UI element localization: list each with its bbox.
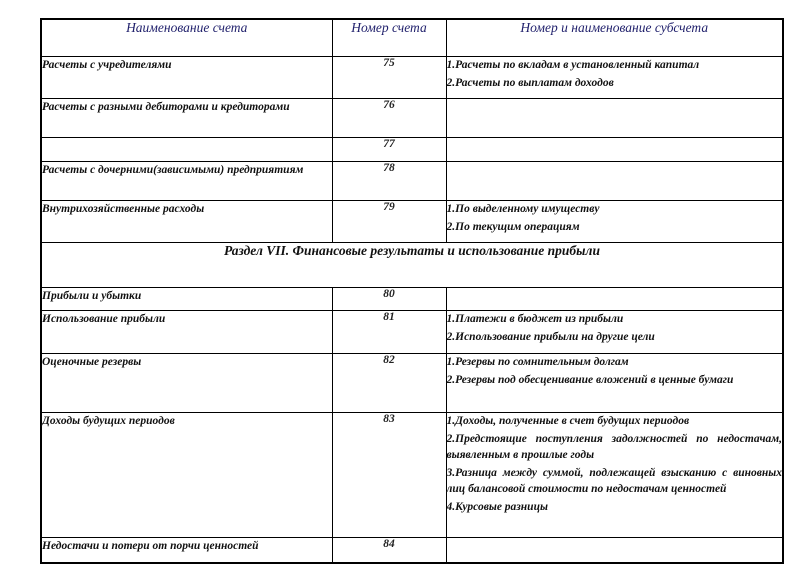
table-row [42, 287, 782, 310]
subaccount-item: 1.Доходы, полученные в счет будущих периодов [446, 414, 690, 427]
subaccount-item: 1.Резервы по сомнительным долгам [446, 355, 629, 368]
subaccount-item: 2.Резервы под обесценивание вложений в ценные бумаги [446, 373, 734, 386]
account-number: 78 [332, 161, 446, 200]
subaccount-list [446, 56, 782, 98]
account-number: 80 [332, 287, 446, 310]
subaccount-list [446, 537, 782, 562]
subaccount-item: 2.Расчеты по выплатам доходов [446, 76, 614, 89]
header-subaccounts: Номер и наименование субсчета [446, 20, 782, 56]
account-number: 81 [332, 310, 446, 353]
table-row [42, 412, 782, 537]
account-name: Прибыли и убытки [42, 287, 332, 310]
subaccount-list [446, 161, 782, 200]
subaccount-item: 1.Платежи в бюджет из прибыли [446, 312, 624, 325]
subaccount-list [446, 287, 782, 310]
header-account-number: Номер счета [332, 20, 446, 56]
header-account-name: Наименование счета [42, 20, 332, 56]
subaccount-item: 2.По текущим операциям [446, 220, 580, 233]
section-title: Раздел VII. Финансовые результаты и использование прибыли [42, 242, 782, 287]
account-name: Расчеты с дочерними(зависимыми) предприятиям [42, 161, 332, 200]
account-name: Использование прибыли [42, 310, 332, 353]
account-number: 84 [332, 537, 446, 562]
subaccount-item: 2.Предстоящие поступления задолжностей по недостачам, выявленным в прошлые годы [446, 432, 782, 461]
table-row [42, 310, 782, 353]
subaccount-list [446, 137, 782, 161]
subaccount-list [446, 200, 782, 242]
chart-of-accounts-table [40, 18, 784, 564]
subaccount-item: 1.Расчеты по вкладам в установленный капитал [446, 58, 700, 71]
account-number: 79 [332, 200, 446, 242]
table-header-row [42, 20, 782, 56]
subaccount-item: 1.По выделенному имуществу [446, 202, 600, 215]
accounts-table [42, 20, 782, 562]
subaccount-item: 2.Использование прибыли на другие цели [446, 330, 655, 343]
account-number: 82 [332, 353, 446, 412]
account-number: 83 [332, 412, 446, 537]
account-name: Оценочные резервы [42, 353, 332, 412]
table-row [42, 537, 782, 562]
table-row [42, 353, 782, 412]
subaccount-item: 3.Разница между суммой, подлежащей взысканию с виновных лиц балансовой стоимости по недостачам ценностей [446, 466, 782, 495]
subaccount-item: 4.Курсовые разницы [446, 500, 548, 513]
account-name: Расчеты с разными дебиторами и кредиторами [42, 98, 332, 137]
account-name: Доходы будущих периодов [42, 412, 332, 537]
section-row [42, 242, 782, 287]
table-row [42, 98, 782, 137]
account-number: 75 [332, 56, 446, 98]
table-row [42, 56, 782, 98]
table-row [42, 161, 782, 200]
subaccount-list [446, 98, 782, 137]
subaccount-list [446, 310, 782, 353]
account-name: Расчеты с учредителями [42, 56, 332, 98]
account-number: 76 [332, 98, 446, 137]
account-name: Внутрихозяйственные расходы [42, 200, 332, 242]
account-number: 77 [332, 137, 446, 161]
table-row [42, 200, 782, 242]
subaccount-list [446, 412, 782, 537]
table-row [42, 137, 782, 161]
account-name: Недостачи и потери от порчи ценностей [42, 537, 332, 562]
account-name [42, 137, 332, 161]
subaccount-list [446, 353, 782, 412]
